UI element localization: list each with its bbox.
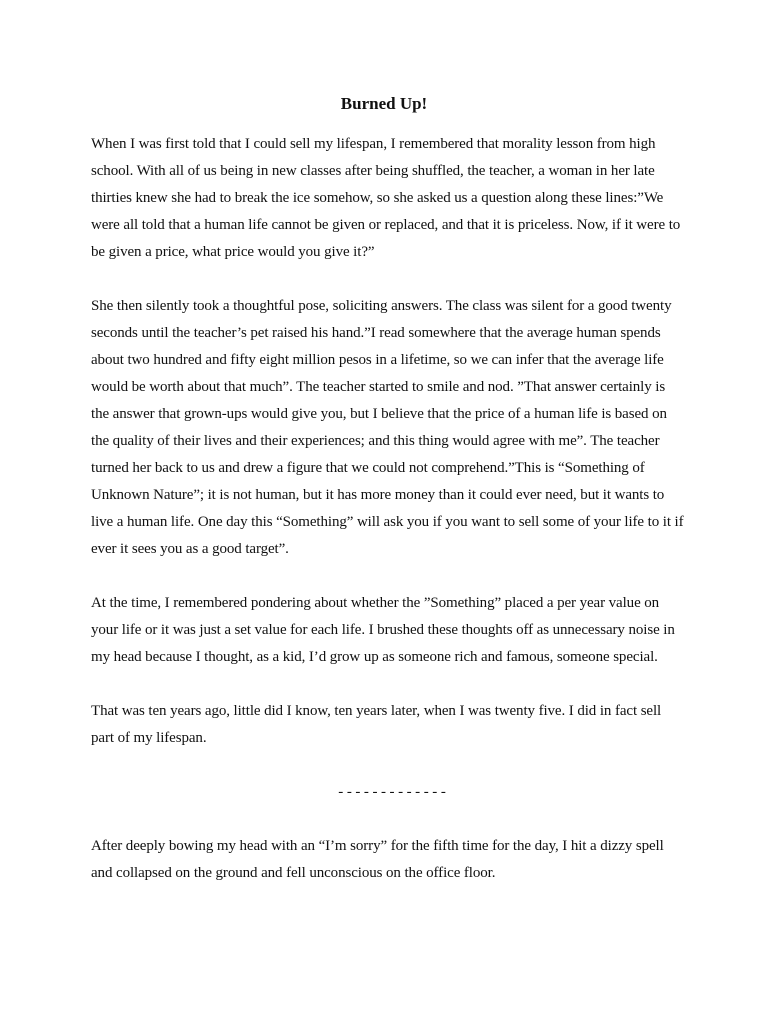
paragraph: When I was first told that I could sell my lifespan, I remembered that morality lesson from high school. With all of us being in new classes after being shuffled, the teacher, a woman in her late thirties knew she had to break the ice somehow, so she asked us a question along these lines:”We were all told that a human life cannot be given or replaced, and that it is priceless. Now, if it were to be given a price, what price would you give it?”: [91, 136, 681, 260]
section-divider: - - - - - - - - - - - - -: [338, 784, 446, 800]
paragraph: At the time, I remembered pondering about whether the ”Something” placed a per year value on your life or it was just a set value for each life. I brushed these thoughts off as unnecessary noise in my head because I thought, as a kid, I’d grow up as someone rich and famous, someone special.: [91, 595, 675, 665]
document-title: Burned Up!: [340, 94, 428, 113]
paragraph: After deeply bowing my head with an “I’m sorry” for the fifth time for the day, I hit a dizzy spell and collapsed on the ground and fell unconscious on the office floor.: [91, 838, 664, 881]
document-body: [91, 131, 685, 914]
paragraph: She then silently took a thoughtful pose, soliciting answers. The class was silent for a good twenty seconds until the teacher’s pet raised his hand.”I read somewhere that the average human spends about two hundred and fifty eight million pesos in a lifetime, so we can infer that the average life would be worth about that much”. The teacher started to smile and nod. ”That answer certainly is the answer that grown-ups would give you, but I believe that the price of a human life is based on the quality of their lives and their experiences; and this thing would agree with me”. The teacher turned her back to us and drew a figure that we could not comprehend.”This is “Something of Unknown Nature”; it is not human, but it has more money than it could ever need, but it wants to live a human life. One day this “Something” will ask you if you want to sell some of your life to it if ever it sees you as a good target”.: [91, 298, 684, 557]
paragraph: That was ten years ago, little did I know, ten years later, when I was twenty five. I did in fact sell part of my lifespan.: [91, 703, 662, 746]
